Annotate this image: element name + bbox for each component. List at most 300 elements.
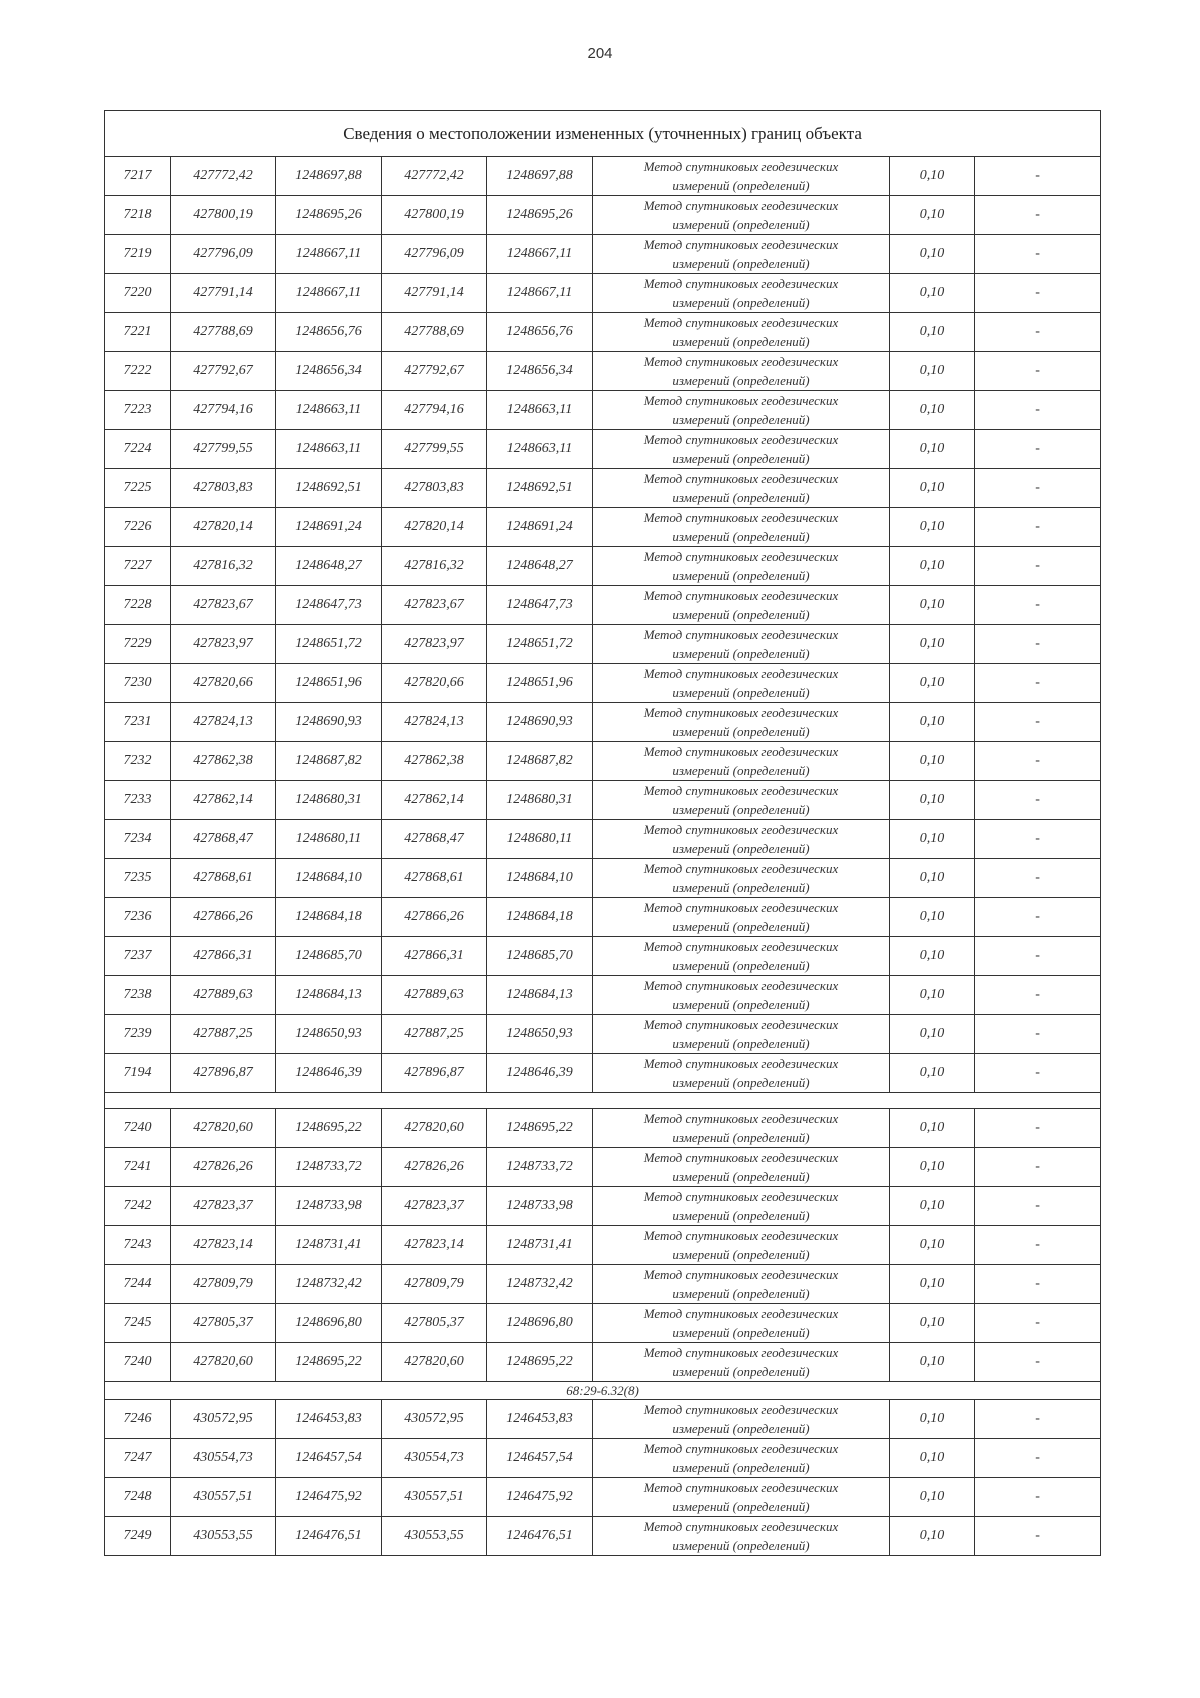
method-line-2: измерений (определений) <box>672 1036 810 1051</box>
x-existing: 427816,32 <box>171 547 276 586</box>
y-existing: 1248656,76 <box>276 313 382 352</box>
x-updated: 427823,14 <box>382 1226 487 1265</box>
y-updated: 1248667,11 <box>487 235 593 274</box>
description: - <box>975 1148 1101 1187</box>
method-line-2: измерений (определений) <box>672 607 810 622</box>
method-cell <box>593 625 890 664</box>
description: - <box>975 1015 1101 1054</box>
description: - <box>975 1304 1101 1343</box>
y-updated: 1248697,88 <box>487 157 593 196</box>
description: - <box>975 469 1101 508</box>
y-existing: 1248647,73 <box>276 586 382 625</box>
y-updated: 1248731,41 <box>487 1226 593 1265</box>
x-existing: 427800,19 <box>171 196 276 235</box>
y-existing: 1248733,98 <box>276 1187 382 1226</box>
method-line-2: измерений (определений) <box>672 763 810 778</box>
y-updated: 1248684,10 <box>487 859 593 898</box>
method-line-2: измерений (определений) <box>672 646 810 661</box>
x-updated: 427772,42 <box>382 157 487 196</box>
description: - <box>975 1265 1101 1304</box>
x-updated: 427862,14 <box>382 781 487 820</box>
method-line-2: измерений (определений) <box>672 1325 810 1340</box>
precision: 0,10 <box>890 1015 975 1054</box>
point-number: 7239 <box>105 1015 171 1054</box>
x-existing: 427862,38 <box>171 742 276 781</box>
method-cell <box>593 1109 890 1148</box>
method-line-1: Метод спутниковых геодезических <box>643 432 839 447</box>
point-number: 7235 <box>105 859 171 898</box>
description: - <box>975 1343 1101 1382</box>
description: - <box>975 664 1101 703</box>
method-cell <box>593 1478 890 1517</box>
precision: 0,10 <box>890 781 975 820</box>
description: - <box>975 1187 1101 1226</box>
method-line-2: измерений (определений) <box>672 958 810 973</box>
y-existing: 1248692,51 <box>276 469 382 508</box>
y-updated: 1246457,54 <box>487 1439 593 1478</box>
x-existing: 427866,26 <box>171 898 276 937</box>
table-row <box>105 1054 1101 1093</box>
x-updated: 427805,37 <box>382 1304 487 1343</box>
table-row <box>105 1265 1101 1304</box>
description: - <box>975 1400 1101 1439</box>
method-line-2: измерений (определений) <box>672 919 810 934</box>
precision: 0,10 <box>890 1478 975 1517</box>
x-updated: 427800,19 <box>382 196 487 235</box>
y-existing: 1248667,11 <box>276 274 382 313</box>
precision: 0,10 <box>890 313 975 352</box>
y-existing: 1248646,39 <box>276 1054 382 1093</box>
table-row <box>105 1109 1101 1148</box>
method-line-2: измерений (определений) <box>672 685 810 700</box>
point-number: 7236 <box>105 898 171 937</box>
description: - <box>975 1054 1101 1093</box>
method-line-2: измерений (определений) <box>672 997 810 1012</box>
method-cell <box>593 586 890 625</box>
section-label: 68:29-6.32(8) <box>105 1382 1101 1400</box>
x-updated: 427803,83 <box>382 469 487 508</box>
x-updated: 427868,61 <box>382 859 487 898</box>
method-cell <box>593 352 890 391</box>
x-existing: 427792,67 <box>171 352 276 391</box>
x-existing: 427823,97 <box>171 625 276 664</box>
y-existing: 1248684,18 <box>276 898 382 937</box>
precision: 0,10 <box>890 1343 975 1382</box>
method-line-2: измерений (определений) <box>672 412 810 427</box>
method-cell <box>593 430 890 469</box>
point-number: 7228 <box>105 586 171 625</box>
point-number: 7222 <box>105 352 171 391</box>
table-row <box>105 976 1101 1015</box>
y-updated: 1248648,27 <box>487 547 593 586</box>
y-existing: 1246453,83 <box>276 1400 382 1439</box>
description: - <box>975 1517 1101 1556</box>
y-existing: 1248731,41 <box>276 1226 382 1265</box>
precision: 0,10 <box>890 1400 975 1439</box>
point-number: 7194 <box>105 1054 171 1093</box>
description: - <box>975 1109 1101 1148</box>
x-existing: 427794,16 <box>171 391 276 430</box>
method-line-2: измерений (определений) <box>672 724 810 739</box>
table-title-row <box>105 111 1101 157</box>
description: - <box>975 820 1101 859</box>
precision: 0,10 <box>890 742 975 781</box>
method-line-1: Метод спутниковых геодезических <box>643 978 839 993</box>
x-updated: 427823,67 <box>382 586 487 625</box>
method-line-1: Метод спутниковых геодезических <box>643 1056 839 1071</box>
point-number: 7240 <box>105 1109 171 1148</box>
point-number: 7224 <box>105 430 171 469</box>
y-existing: 1248651,96 <box>276 664 382 703</box>
method-cell <box>593 703 890 742</box>
precision: 0,10 <box>890 352 975 391</box>
page-number: 204 <box>587 45 613 62</box>
x-existing: 427823,37 <box>171 1187 276 1226</box>
x-updated: 430553,55 <box>382 1517 487 1556</box>
description: - <box>975 859 1101 898</box>
method-cell <box>593 1265 890 1304</box>
x-updated: 427788,69 <box>382 313 487 352</box>
point-number: 7233 <box>105 781 171 820</box>
x-existing: 427866,31 <box>171 937 276 976</box>
x-existing: 427820,66 <box>171 664 276 703</box>
table-row <box>105 1304 1101 1343</box>
table-body <box>105 111 1101 1556</box>
description: - <box>975 313 1101 352</box>
x-updated: 427862,38 <box>382 742 487 781</box>
y-existing: 1248695,22 <box>276 1109 382 1148</box>
point-number: 7227 <box>105 547 171 586</box>
table-row <box>105 625 1101 664</box>
precision: 0,10 <box>890 820 975 859</box>
x-existing: 427889,63 <box>171 976 276 1015</box>
point-number: 7245 <box>105 1304 171 1343</box>
table-row <box>105 469 1101 508</box>
point-number: 7231 <box>105 703 171 742</box>
y-updated: 1248695,22 <box>487 1109 593 1148</box>
method-cell <box>593 859 890 898</box>
x-existing: 427809,79 <box>171 1265 276 1304</box>
method-line-1: Метод спутниковых геодезических <box>643 393 839 408</box>
x-existing: 427826,26 <box>171 1148 276 1187</box>
method-cell <box>593 781 890 820</box>
x-updated: 427794,16 <box>382 391 487 430</box>
y-existing: 1246476,51 <box>276 1517 382 1556</box>
precision: 0,10 <box>890 937 975 976</box>
point-number: 7240 <box>105 1343 171 1382</box>
method-line-1: Метод спутниковых геодезических <box>643 198 839 213</box>
table-row <box>105 1517 1101 1556</box>
x-existing: 427887,25 <box>171 1015 276 1054</box>
method-line-2: измерений (определений) <box>672 1247 810 1262</box>
description: - <box>975 625 1101 664</box>
method-line-1: Метод спутниковых геодезических <box>643 1480 839 1495</box>
precision: 0,10 <box>890 1148 975 1187</box>
method-line-1: Метод спутниковых геодезических <box>643 1306 839 1321</box>
table-row <box>105 937 1101 976</box>
table-row <box>105 820 1101 859</box>
method-cell <box>593 1439 890 1478</box>
method-line-2: измерений (определений) <box>672 880 810 895</box>
table-row <box>105 859 1101 898</box>
method-cell <box>593 391 890 430</box>
x-existing: 427791,14 <box>171 274 276 313</box>
description: - <box>975 976 1101 1015</box>
table-row <box>105 586 1101 625</box>
x-updated: 427866,26 <box>382 898 487 937</box>
y-existing: 1248680,11 <box>276 820 382 859</box>
table-title: Сведения о местоположении измененных (уточненных) границ объекта <box>105 111 1101 157</box>
x-updated: 427887,25 <box>382 1015 487 1054</box>
precision: 0,10 <box>890 196 975 235</box>
method-cell <box>593 742 890 781</box>
x-existing: 427823,14 <box>171 1226 276 1265</box>
point-number: 7244 <box>105 1265 171 1304</box>
description: - <box>975 898 1101 937</box>
y-existing: 1248650,93 <box>276 1015 382 1054</box>
precision: 0,10 <box>890 1265 975 1304</box>
table-row <box>105 1343 1101 1382</box>
y-updated: 1248680,31 <box>487 781 593 820</box>
y-existing: 1248651,72 <box>276 625 382 664</box>
x-existing: 427805,37 <box>171 1304 276 1343</box>
description: - <box>975 547 1101 586</box>
method-line-1: Метод спутниковых геодезических <box>643 1345 839 1360</box>
y-existing: 1248696,80 <box>276 1304 382 1343</box>
precision: 0,10 <box>890 274 975 313</box>
method-cell <box>593 1187 890 1226</box>
table-row <box>105 157 1101 196</box>
precision: 0,10 <box>890 1439 975 1478</box>
method-cell <box>593 937 890 976</box>
y-updated: 1246475,92 <box>487 1478 593 1517</box>
method-line-1: Метод спутниковых геодезических <box>643 237 839 252</box>
y-updated: 1248651,96 <box>487 664 593 703</box>
x-updated: 427791,14 <box>382 274 487 313</box>
table-row <box>105 781 1101 820</box>
method-cell <box>593 664 890 703</box>
x-updated: 427866,31 <box>382 937 487 976</box>
description: - <box>975 274 1101 313</box>
y-updated: 1248691,24 <box>487 508 593 547</box>
x-updated: 430554,73 <box>382 1439 487 1478</box>
method-cell <box>593 1400 890 1439</box>
x-existing: 427896,87 <box>171 1054 276 1093</box>
description: - <box>975 157 1101 196</box>
method-line-1: Метод спутниковых геодезических <box>643 1519 839 1534</box>
x-existing: 427824,13 <box>171 703 276 742</box>
method-line-2: измерений (определений) <box>672 841 810 856</box>
method-cell <box>593 1304 890 1343</box>
table-row <box>105 703 1101 742</box>
y-existing: 1248691,24 <box>276 508 382 547</box>
method-line-1: Метод спутниковых геодезических <box>643 1267 839 1282</box>
method-line-2: измерений (определений) <box>672 568 810 583</box>
x-existing: 427862,14 <box>171 781 276 820</box>
table-row <box>105 1439 1101 1478</box>
table-row <box>105 508 1101 547</box>
y-updated: 1248646,39 <box>487 1054 593 1093</box>
x-updated: 430557,51 <box>382 1478 487 1517</box>
table-row <box>105 430 1101 469</box>
method-cell <box>593 508 890 547</box>
x-existing: 430553,55 <box>171 1517 276 1556</box>
method-line-1: Метод спутниковых геодезических <box>643 705 839 720</box>
table-row <box>105 1400 1101 1439</box>
description: - <box>975 1439 1101 1478</box>
method-line-1: Метод спутниковых геодезических <box>643 354 839 369</box>
method-line-2: измерений (определений) <box>672 1169 810 1184</box>
point-number: 7219 <box>105 235 171 274</box>
description: - <box>975 781 1101 820</box>
y-updated: 1248650,93 <box>487 1015 593 1054</box>
description: - <box>975 937 1101 976</box>
precision: 0,10 <box>890 586 975 625</box>
description: - <box>975 196 1101 235</box>
method-cell <box>593 547 890 586</box>
precision: 0,10 <box>890 469 975 508</box>
method-cell <box>593 274 890 313</box>
description: - <box>975 1226 1101 1265</box>
precision: 0,10 <box>890 1226 975 1265</box>
x-existing: 427799,55 <box>171 430 276 469</box>
table-row <box>105 313 1101 352</box>
x-updated: 427820,66 <box>382 664 487 703</box>
point-number: 7243 <box>105 1226 171 1265</box>
description: - <box>975 742 1101 781</box>
point-number: 7229 <box>105 625 171 664</box>
y-existing: 1248733,72 <box>276 1148 382 1187</box>
y-updated: 1248651,72 <box>487 625 593 664</box>
precision: 0,10 <box>890 391 975 430</box>
method-line-2: измерений (определений) <box>672 1075 810 1090</box>
description: - <box>975 586 1101 625</box>
method-cell <box>593 1343 890 1382</box>
table-row <box>105 1187 1101 1226</box>
method-line-1: Метод спутниковых геодезических <box>643 900 839 915</box>
y-existing: 1246457,54 <box>276 1439 382 1478</box>
method-line-1: Метод спутниковых геодезических <box>643 276 839 291</box>
point-number: 7248 <box>105 1478 171 1517</box>
y-updated: 1248667,11 <box>487 274 593 313</box>
method-line-2: измерений (определений) <box>672 1460 810 1475</box>
x-updated: 427824,13 <box>382 703 487 742</box>
table-row <box>105 664 1101 703</box>
table-row <box>105 235 1101 274</box>
point-number: 7249 <box>105 1517 171 1556</box>
table-row <box>105 196 1101 235</box>
method-line-1: Метод спутниковых геодезических <box>643 1402 839 1417</box>
method-line-1: Метод спутниковых геодезических <box>643 822 839 837</box>
y-existing: 1248695,22 <box>276 1343 382 1382</box>
point-number: 7234 <box>105 820 171 859</box>
description: - <box>975 352 1101 391</box>
y-updated: 1248733,72 <box>487 1148 593 1187</box>
x-existing: 427868,61 <box>171 859 276 898</box>
table-row <box>105 1226 1101 1265</box>
y-updated: 1248685,70 <box>487 937 593 976</box>
precision: 0,10 <box>890 1517 975 1556</box>
x-updated: 427820,14 <box>382 508 487 547</box>
table-row <box>105 742 1101 781</box>
precision: 0,10 <box>890 1109 975 1148</box>
method-line-2: измерений (определений) <box>672 178 810 193</box>
y-existing: 1248685,70 <box>276 937 382 976</box>
y-updated: 1248690,93 <box>487 703 593 742</box>
y-existing: 1248697,88 <box>276 157 382 196</box>
x-existing: 427820,14 <box>171 508 276 547</box>
method-line-1: Метод спутниковых геодезических <box>643 627 839 642</box>
method-line-2: измерений (определений) <box>672 373 810 388</box>
boundary-coordinates-table <box>104 110 1101 1556</box>
method-line-2: измерений (определений) <box>672 295 810 310</box>
point-number: 7217 <box>105 157 171 196</box>
x-existing: 427823,67 <box>171 586 276 625</box>
precision: 0,10 <box>890 508 975 547</box>
method-line-2: измерений (определений) <box>672 256 810 271</box>
y-existing: 1246475,92 <box>276 1478 382 1517</box>
x-updated: 427896,87 <box>382 1054 487 1093</box>
table-row <box>105 1015 1101 1054</box>
y-updated: 1248684,18 <box>487 898 593 937</box>
point-number: 7246 <box>105 1400 171 1439</box>
x-existing: 427796,09 <box>171 235 276 274</box>
precision: 0,10 <box>890 547 975 586</box>
x-updated: 427792,67 <box>382 352 487 391</box>
description: - <box>975 235 1101 274</box>
x-updated: 430572,95 <box>382 1400 487 1439</box>
method-line-2: измерений (определений) <box>672 529 810 544</box>
y-updated: 1246476,51 <box>487 1517 593 1556</box>
method-line-2: измерений (определений) <box>672 1130 810 1145</box>
precision: 0,10 <box>890 898 975 937</box>
table-row <box>105 898 1101 937</box>
precision: 0,10 <box>890 703 975 742</box>
table-row <box>105 352 1101 391</box>
method-cell <box>593 976 890 1015</box>
method-line-1: Метод спутниковых геодезических <box>643 1111 839 1126</box>
precision: 0,10 <box>890 625 975 664</box>
point-number: 7238 <box>105 976 171 1015</box>
table-row <box>105 274 1101 313</box>
table-row <box>105 1478 1101 1517</box>
point-number: 7220 <box>105 274 171 313</box>
method-cell <box>593 157 890 196</box>
method-line-1: Метод спутниковых геодезических <box>643 1189 839 1204</box>
precision: 0,10 <box>890 859 975 898</box>
method-line-1: Метод спутниковых геодезических <box>643 471 839 486</box>
x-existing: 430572,95 <box>171 1400 276 1439</box>
x-existing: 427803,83 <box>171 469 276 508</box>
method-line-1: Метод спутниковых геодезических <box>643 588 839 603</box>
point-number: 7225 <box>105 469 171 508</box>
precision: 0,10 <box>890 1187 975 1226</box>
method-line-1: Метод спутниковых геодезических <box>643 549 839 564</box>
x-updated: 427816,32 <box>382 547 487 586</box>
y-updated: 1248696,80 <box>487 1304 593 1343</box>
table-row <box>105 391 1101 430</box>
method-line-2: измерений (определений) <box>672 1538 810 1553</box>
method-line-2: измерений (определений) <box>672 1499 810 1514</box>
method-line-1: Метод спутниковых геодезических <box>643 783 839 798</box>
y-updated: 1248687,82 <box>487 742 593 781</box>
x-updated: 427868,47 <box>382 820 487 859</box>
point-number: 7223 <box>105 391 171 430</box>
method-line-1: Метод спутниковых геодезических <box>643 1150 839 1165</box>
method-line-1: Метод спутниковых геодезических <box>643 861 839 876</box>
method-line-2: измерений (определений) <box>672 1364 810 1379</box>
y-existing: 1248732,42 <box>276 1265 382 1304</box>
